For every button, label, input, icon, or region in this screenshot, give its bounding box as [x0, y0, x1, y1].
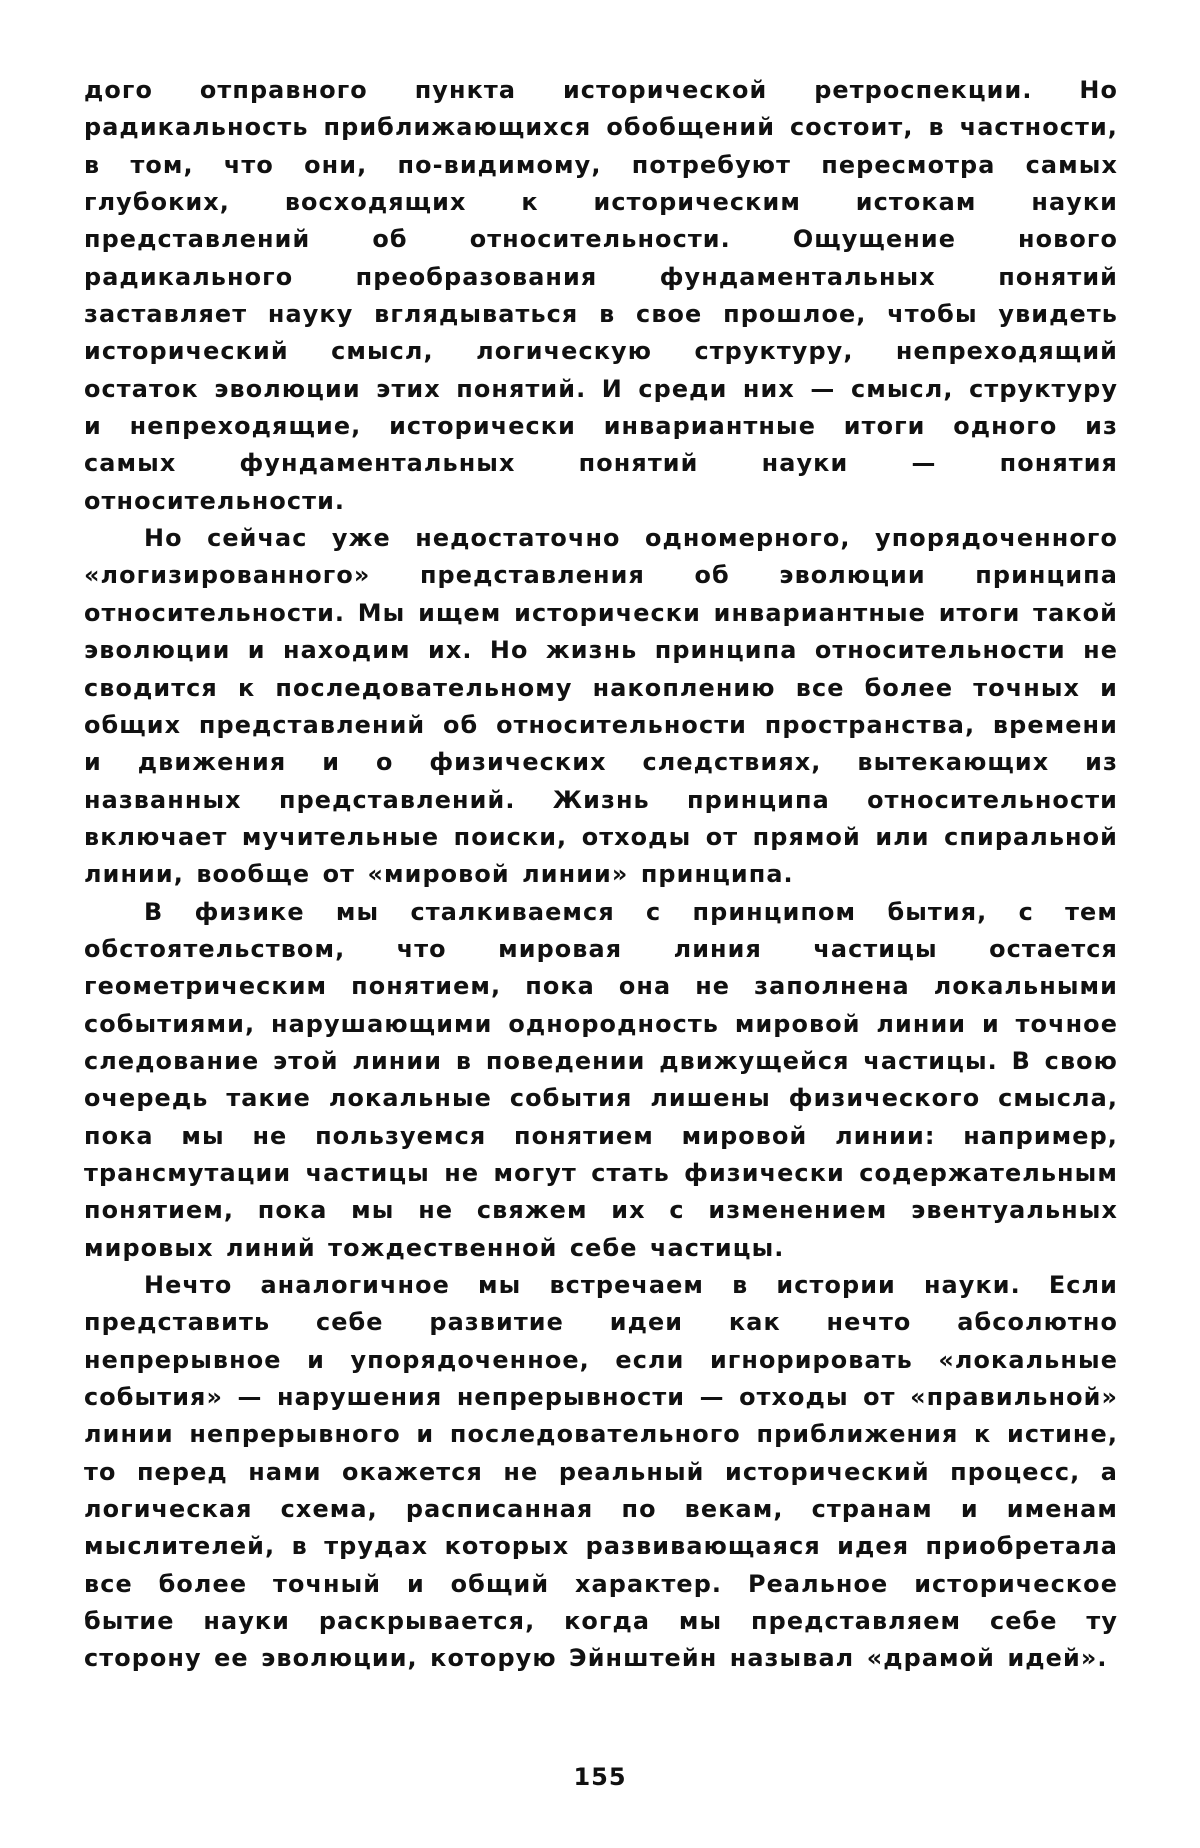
- page-number: 155: [573, 1763, 627, 1791]
- paragraph-2: Но сейчас уже недостаточно одномерного, упорядоченного «логизированного» представления об эволюции принципа относительности. Мы ищем исторически инвариантные итоги такой эволюции и находим их. Но жизнь принципа относительности не сводится к последовательному накоплению все более точных и общих представлений об относительности пространства, времени и движения и о физических следствиях, вытекающих из названных представлений. Жизнь принципа относительности включает мучительные поиски, отходы от прямой или спиральной линии, вообще от «мировой линии» принципа.: [84, 524, 1118, 889]
- body-text: [84, 72, 1118, 1678]
- paragraph-1: дого отправного пункта исторической ретроспекции. Но радикальность приближающихся обобщений состоит, в частности, в том, что они, по-видимому, потребуют пересмотра самых глубоких, восходящих к историческим истокам науки представлений об относительности. Ощущение нового радикального преобразования фундаментальных понятий заставляет науку вглядываться в свое прошлое, чтобы увидеть исторический смысл, логическую структуру, непреходящий остаток эволюции этих понятий. И среди них — смысл, структуру и непреходящие, исторически инвариантные итоги одного из самых фундаментальных понятий науки — понятия относительности.: [84, 76, 1118, 515]
- paragraph-4: Нечто аналогичное мы встречаем в истории науки. Если представить себе развитие идеи как нечто абсолютно непрерывное и упорядоченное, если игнорировать «локальные события» — нарушения непрерывности — отходы от «правильной» линии непрерывного и последовательного приближения к истине, то перед нами окажется не реальный исторический процесс, а логическая схема, расписанная по векам, странам и именам мыслителей, в трудах которых развивающаяся идея приобретала все более точный и общий характер. Реальное историческое бытие науки раскрывается, когда мы представляем себе ту сторону ее эволюции, которую Эйнштейн называл «драмой идей».: [84, 1271, 1118, 1673]
- paragraph-3: В физике мы сталкиваемся с принципом бытия, с тем обстоятельством, что мировая линия частицы остается геометрическим понятием, пока она не заполнена локальными событиями, нарушающими однородность мировой линии и точное следование этой линии в поведении движущейся частицы. В свою очередь такие локальные события лишены физического смысла, пока мы не пользуемся понятием мировой линии: например, трансмутации частицы не могут стать физически содержательным понятием, пока мы не свяжем их с изменением эвентуальных мировых линий тождественной себе частицы.: [84, 897, 1118, 1262]
